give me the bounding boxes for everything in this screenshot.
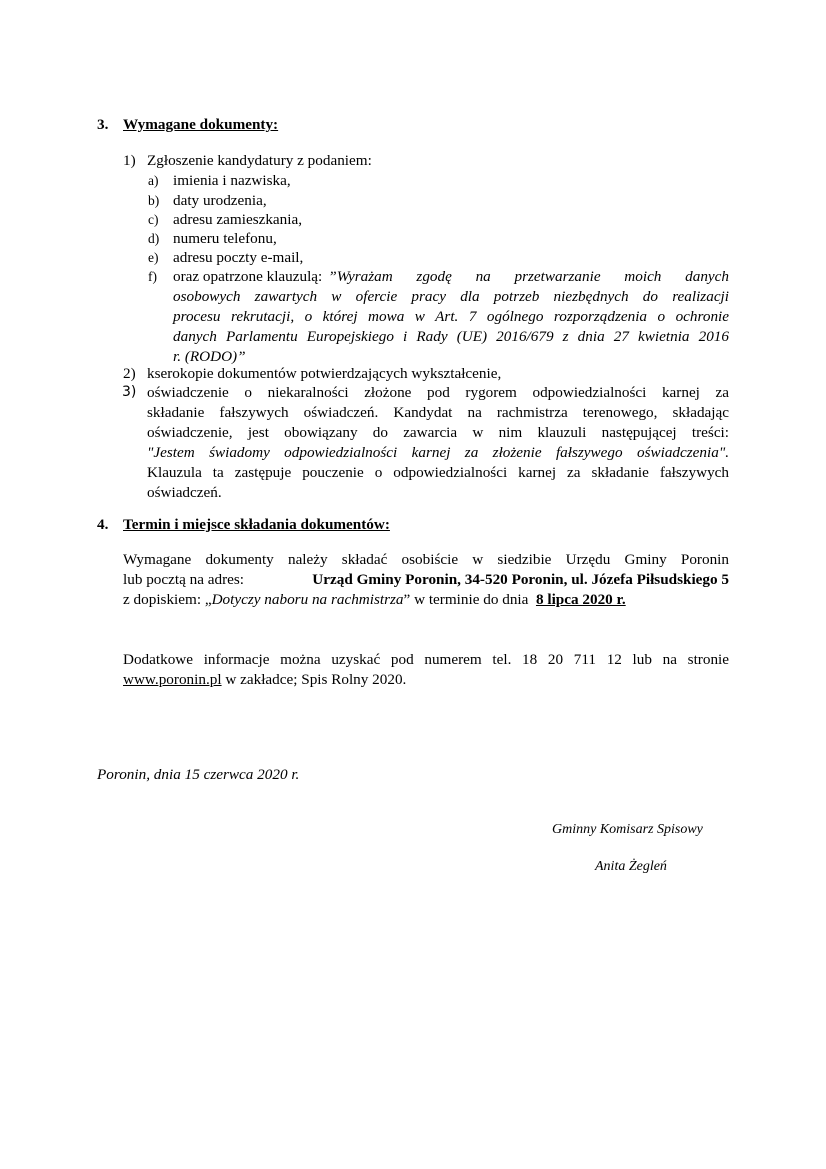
clause-line-2: osobowych zawartych w ofercie pracy dla potrzeb niezbędnych do realizacji — [173, 288, 729, 305]
subitem-e-text: adresu poczty e-mail, — [173, 249, 304, 266]
envelope-note: Dotyczy naboru na rachmistrza — [211, 591, 404, 608]
submission-paragraph — [123, 550, 729, 609]
item-2-marker: 2) — [123, 365, 136, 382]
subitem-c-marker: c) — [148, 212, 159, 227]
clause-line-1: ”Wyrażam zgodę na przetwarzanie moich danych — [328, 268, 729, 285]
address-lead: lub pocztą na adres: — [123, 571, 245, 588]
section-3-number: 3. — [97, 116, 109, 133]
place-and-date: Poronin, dnia 15 czerwca 2020 r. — [97, 766, 300, 783]
clause-line-3: procesu rekrutacji, o której mowa w Art. 7 ogólnego rozporządzenia o ochronie — [173, 308, 729, 325]
contact-paragraph — [123, 650, 729, 689]
website-tab-text: w zakładce; Spis Rolny 2020. — [221, 671, 407, 688]
clause-line-5: r. (RODO)” — [173, 348, 246, 365]
item-3-line-5: Klauzula ta zastępuje pouczenie o odpowiedzialności karnej za składanie fałszywych — [147, 464, 729, 481]
deadline-date: 8 lipca 2020 r. — [535, 591, 626, 608]
subitem-f-lead: oraz opatrzone klauzulą: — [173, 268, 323, 285]
subitem-c-text: adresu zamieszkania, — [173, 211, 303, 228]
clause-line-4: danych Parlamentu Europejskiego i Rady (UE) 2016/679 z dnia 27 kwietnia 2016 — [173, 328, 729, 345]
signature-title: Gminny Komisarz Spisowy — [552, 822, 703, 837]
item-3-line-1: oświadczenie o niekaralności złożone pod rygorem odpowiedzialności karnej za — [147, 384, 729, 401]
subitem-a-text: imienia i nazwiska, — [173, 172, 291, 189]
item-1-marker: 1) — [123, 152, 136, 169]
office-address: Urząd Gminy Poronin, 34-520 Poronin, ul. Józefa Piłsudskiego 5 — [312, 571, 729, 588]
submission-line-1: Wymagane dokumenty należy składać osobiście w siedzibie Urzędu Gminy Poronin — [123, 551, 729, 568]
subitem-a-marker: a) — [148, 173, 159, 188]
section-4-number: 4. — [97, 516, 109, 533]
item-3-line-2: składanie fałszywych oświadczeń. Kandydat na rachmistrza terenowego, składając — [147, 404, 729, 421]
item-1-text: Zgłoszenie kandydatury z podaniem: — [147, 152, 372, 169]
contact-line-2 — [123, 670, 729, 689]
item-3-line-3: oświadczenie, jest obowiązany do zawarcia w nim klauzuli następującej treści: — [147, 424, 729, 441]
subitem-b-text: daty urodzenia, — [173, 192, 267, 209]
item-3-line-6: oświadczeń. — [147, 484, 222, 501]
item-2-text: kserokopie dokumentów potwierdzających wykształcenie, — [147, 365, 502, 382]
subitem-f-marker-label: f) — [148, 269, 157, 284]
signature-name: Anita Żegleń — [595, 859, 667, 874]
website-link[interactable]: www.poronin.pl — [123, 671, 222, 688]
item-3-text — [147, 383, 729, 502]
subitem-d-text: numeru telefonu, — [173, 230, 277, 247]
subitem-e-marker: e) — [148, 250, 159, 265]
subitem-b-marker: b) — [148, 193, 160, 208]
submission-line-3 — [123, 590, 729, 609]
subitem-f-clause — [173, 267, 729, 366]
subitem-d-marker: d) — [148, 231, 160, 246]
submission-line-2 — [123, 570, 729, 589]
item-3-line-4: "Jestem świadomy odpowiedzialności karnej za złożenie fałszywego oświadczenia". — [147, 444, 729, 461]
section-3-heading: Wymagane dokumenty: — [123, 116, 279, 133]
note-lead: z dopiskiem: „ — [123, 591, 212, 608]
item-3-marker: 3) — [122, 384, 137, 400]
contact-line-1: Dodatkowe informacje można uzyskać pod numerem tel. 18 20 711 12 lub na stronie — [123, 651, 729, 668]
deadline-lead: ” w terminie do dnia — [403, 591, 529, 608]
section-4-heading: Termin i miejsce składania dokumentów: — [123, 516, 390, 533]
